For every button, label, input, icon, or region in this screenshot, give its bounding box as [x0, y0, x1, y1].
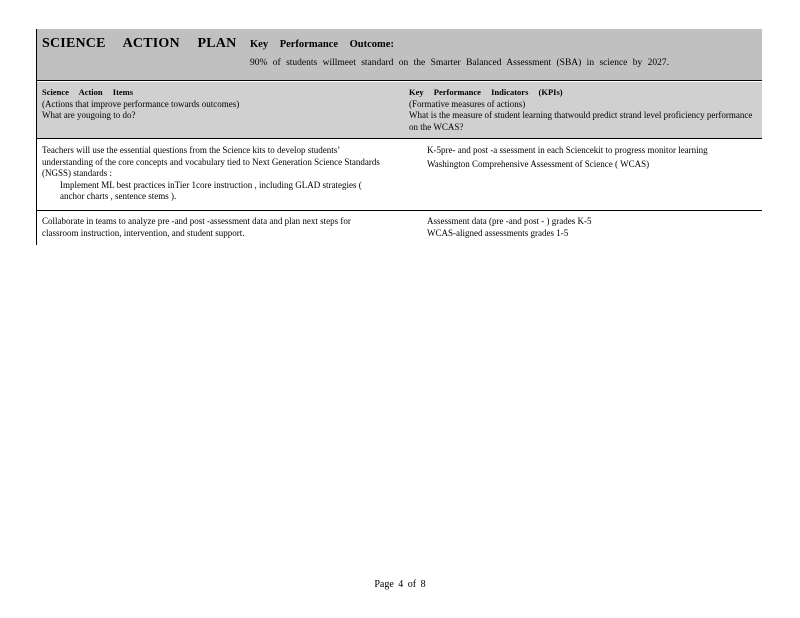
kpi-column-title: Key Performance Indicators (KPIs): [409, 87, 563, 97]
kpi-item: [409, 159, 759, 171]
kpi-text: Assessment data (pre -and post - ) grades K-5: [427, 216, 592, 226]
kpi-item: [409, 216, 759, 228]
kpi-text: K-5pre- and post -a ssessment in each Sciencekit to progress monitor learning: [427, 145, 708, 155]
action-bullet-text: Implement ML best practices inTier 1core instruction , including GLAD strategies ( anchor charts , sentence stems ).: [60, 179, 362, 201]
kpo-label: Key Performance Outcome:: [250, 39, 394, 50]
table-row: [37, 212, 762, 246]
actions-column-title: Science Action Items: [42, 87, 134, 97]
action-cell: [42, 145, 387, 203]
kpi-item: [409, 228, 759, 240]
action-text: Teachers will use the essential questions from the Science kits to develop students’ understanding of the core concepts and vocabulary tied to Next Generation Science Standards (NGSS) standards :: [42, 145, 380, 178]
action-text: Collaborate in teams to analyze pre -and post -assessment data and plan next steps for classroom instruction, intervention, and student support.: [42, 216, 351, 238]
kpi-column-question: What is the measure of student learning thatwould predict strand level proficiency performance on the WCAS?: [409, 110, 753, 132]
kpi-column-subtitle: (Formative measures of actions): [409, 98, 526, 109]
action-bullet: [42, 180, 387, 203]
plan-header: [37, 29, 762, 81]
page-number: Page 4 of 8: [374, 579, 426, 590]
actions-column-question: What are yougoing to do?: [42, 110, 136, 120]
column-headers: [37, 82, 762, 139]
kpi-column-header: [409, 87, 754, 133]
actions-column-header: [42, 87, 397, 122]
action-cell: [42, 216, 387, 239]
table-row: [37, 141, 762, 211]
actions-column-subtitle: (Actions that improve performance towards outcomes): [42, 98, 240, 109]
kpi-text: WCAS-aligned assessments grades 1-5: [427, 227, 569, 238]
kpi-cell: [409, 216, 759, 239]
kpi-item: [409, 145, 759, 157]
kpi-text: Washington Comprehensive Assessment of Science ( WCAS): [427, 158, 650, 169]
kpi-cell: [409, 145, 759, 170]
page-title: SCIENCE ACTION PLAN: [42, 36, 237, 51]
outcome-text: 90% of students willmeet standard on the Smarter Balanced Assessment (SBA) in science by 2027.: [250, 58, 670, 68]
